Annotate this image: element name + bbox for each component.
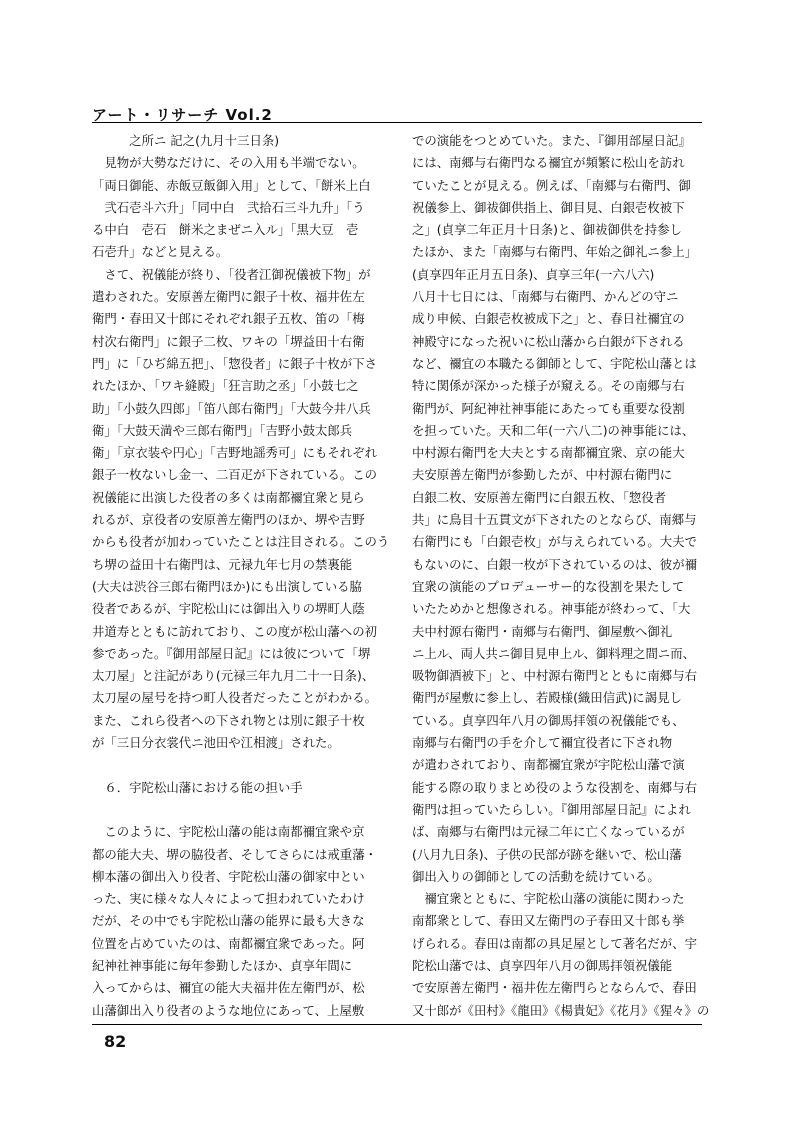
text-line: 衛門は担っていたらしい。『御用部屋日記』によれ xyxy=(412,801,691,817)
text-line: 夫安原善左衛門が参勤したが、中村源右衛門に xyxy=(412,467,673,483)
text-line: 見物が大勢なだけに、その入用も半端でない。 xyxy=(92,155,365,171)
text-line: 門」に「ひぢ綿五把」、「惣役者」に銀子十枚が下さ xyxy=(92,355,377,371)
text-line: れるが、京役者の安原善左衛門のほか、堺や吉野 xyxy=(92,512,365,528)
text-line: 南都衆として、春田又左衛門の子春田又十郎も挙 xyxy=(412,913,685,929)
text-line: には、南郷与右衛門なる禰宜が頻繁に松山を訪れ xyxy=(412,155,685,171)
text-line: 弐石壱斗六升」「同中白 弐拾石三斗九升」「う xyxy=(92,199,365,215)
text-line: (貞享四年正月五日条)、貞享三年(一六八六) xyxy=(412,266,655,282)
text-line: ていたことが見える。例えば、「南郷与右衛門、御 xyxy=(412,177,691,193)
text-line: 役者であるが、宇陀松山には御出入りの堺町人蔭 xyxy=(92,601,365,617)
text-line: 「両日御能、赤飯豆飯御入用」として、「餅米上白 xyxy=(92,177,371,193)
right-column xyxy=(412,130,710,1022)
text-line: 紀神社神事能に毎年参勤したほか、貞享年間に xyxy=(92,957,353,973)
text-line: 夫中村源右衛門・南郷与右衛門、御屋敷へ御礼 xyxy=(412,623,673,639)
text-line xyxy=(92,799,384,821)
text-line: ている。貞享四年八月の御馬拝領の祝儀能でも、 xyxy=(412,712,685,728)
text-line: 井道寿とともに訪れており、この度が松山藩への初 xyxy=(92,623,377,639)
text-line: 衛門が、阿紀神社神事能にあたっても重要な役割 xyxy=(412,400,685,416)
text-line xyxy=(92,754,384,776)
text-line: 禰宜衆とともに、宇陀松山藩の演能に関わった xyxy=(412,891,685,907)
text-line: 衛」「京衣装や円心」「吉野地謡秀可」にもそれぞれ xyxy=(92,445,377,461)
text-line: 遣わされた。安原善左衛門に銀子十枚、福井佐左 xyxy=(92,289,365,305)
text-line: 衛門が屋敷に参上し、若殿様(織田信武)に謁見し xyxy=(412,690,682,706)
text-line: たほか、また「南郷与右衛門、年始之御礼ニ参上」 xyxy=(412,244,697,260)
text-line: (大夫は渋谷三郎右衛門ほか)にも出演している脇 xyxy=(92,578,362,594)
text-line: げられる。春田は南都の具足屋として著名だが、宇 xyxy=(412,935,697,951)
text-line: で安原善左衛門・福井佐左衛門らとならんで、春田 xyxy=(412,980,697,996)
text-line: このように、宇陀松山藩の能は南都禰宜衆や京 xyxy=(92,824,365,840)
text-line: 入ってからは、禰宜の能大夫福井佐左衛門が、松 xyxy=(92,980,365,996)
text-line: 神殿守になった祝いに松山藩から白銀が下される xyxy=(412,333,685,349)
text-line: 都の能大夫、堺の脇役者、そしてさらには戒重藩・ xyxy=(92,846,377,862)
text-line: さて、祝儀能が終り、「役者江御祝儀被下物」が xyxy=(92,266,371,282)
text-line: 能する際の取りまとめ役のような役割を、南郷与右 xyxy=(412,779,697,795)
text-line: 八月十七日には、「南郷与右衛門、かんどの守ニ xyxy=(412,289,679,305)
text-line: からも役者が加わっていたことは注目される。このう xyxy=(92,534,390,550)
header-rule xyxy=(92,122,702,123)
text-line: 吸物御酒被下」と、中村源右衛門とともに南郷与右 xyxy=(412,668,697,684)
text-line: 陀松山藩では、貞享四年八月の御馬拝領祝儀能 xyxy=(412,957,673,973)
text-line: 中村源右衛門を大夫とする南都禰宜衆、京の能大 xyxy=(412,445,685,461)
text-line: 衛」「大鼓天満や三郎右衛門」「吉野小鼓太郎兵 xyxy=(92,422,353,438)
text-line: また、これら役者への下され物とは別に銀子十枚 xyxy=(92,712,365,728)
text-line: を担っていた。天和二年(一六八二)の神事能には、 xyxy=(412,422,695,438)
text-line: った、実に様々な人々によって担われていたわけ xyxy=(92,891,365,907)
text-line: 柳本藩の御出入り役者、宇陀松山藩の御家中とい xyxy=(92,868,365,884)
footer-rule xyxy=(92,1024,702,1025)
text-line: 御出入りの御師としての活動を続けている。 xyxy=(412,868,660,884)
text-line: 之」(貞享二年正月十日条)と、御祓御供を持参し xyxy=(412,222,682,238)
text-line: 祝儀能に出演した役者の多くは南都禰宜衆と見ら xyxy=(92,489,365,505)
text-line: 山藩御出入り役者のような地位にあって、上屋敷 xyxy=(92,1002,365,1018)
text-line: 白銀二枚、安原善左衛門に白銀五枚、「惣役者 xyxy=(412,489,667,505)
page-number: 82 xyxy=(104,1032,127,1051)
text-line: だが、その中でも宇陀松山藩の能界に最も大きな xyxy=(92,913,365,929)
text-line: (八月九日条)、子供の民部が跡を継いで、松山藩 xyxy=(412,846,682,862)
text-line: 成り申候、白銀壱枚被成下之」と、春日社禰宜の xyxy=(412,311,685,327)
text-line: ば、南郷与右衛門は元禄二年に亡くなっているが xyxy=(412,824,685,840)
text-line: 銀子一枚ないし金一、二百疋が下されている。この xyxy=(92,467,377,483)
text-line: 位置を占めていたのは、南都禰宜衆であった。阿 xyxy=(92,935,365,951)
text-line: での演能をつとめていた。また、『御用部屋日記』 xyxy=(412,133,691,148)
text-line: ６．宇陀松山藩における能の担い手 xyxy=(92,779,303,795)
text-line: 太刀屋の屋号を持つ町人役者だったことがわかる。 xyxy=(92,690,377,706)
text-line: 又十郎が《田村》《龍田》《楊貴妃》《花月》《猩々》の xyxy=(412,1002,710,1018)
text-line: いたためかと想像される。神事能が終わって、「大 xyxy=(412,601,691,617)
text-line: ち堺の益田十右衛門は、元禄九年七月の禁裏能 xyxy=(92,556,353,572)
text-line: 太刀屋」と注記があり(元禄三年九月二十一日条)、 xyxy=(92,668,375,684)
text-line: 参であった。『御用部屋日記』には彼について「堺 xyxy=(92,645,371,661)
text-line: 之所ニ 記之(九月十三日条) xyxy=(92,133,280,148)
text-line: 村次右衛門」に銀子二枚、ワキの「堺益田十右衛 xyxy=(92,333,365,349)
text-line: 助」「小鼓久四郎」「笛八郎右衛門」「大鼓今井八兵 xyxy=(92,400,371,416)
left-column xyxy=(92,130,390,1022)
text-line: れたほか、「ワキ縫殿」「狂言助之丞」「小鼓七之 xyxy=(92,378,359,394)
text-line: 石壱升」などと見える。 xyxy=(92,244,229,260)
text-line: もないのに、白銀一枚が下されているのは、彼が禰 xyxy=(412,556,697,572)
text-line: など、禰宜の本職たる御師として、宇陀松山藩とは xyxy=(412,355,697,371)
text-line: 共」に鳥目十五貫文が下されたのとならび、南郷与 xyxy=(412,512,697,528)
text-line: 特に関係が深かった様子が窺える。その南郷与右 xyxy=(412,378,685,394)
text-line: 宜衆の演能のプロデューサー的な役割を果たして xyxy=(412,578,685,594)
text-line: る中白 壱石 餅米之まぜニ入ル」「黒大豆 壱 xyxy=(92,222,359,238)
text-line: ニ上ル、両人共ニ御目見申上ル、御料理之間ニ而、 xyxy=(412,645,696,661)
text-line: が「三日分衣裳代ニ池田や江相渡」された。 xyxy=(92,735,340,751)
journal-header: アート・リサーチ Vol.2 xyxy=(92,106,273,124)
text-line: 祝儀参上、御祓御供指上、御目見、白銀壱枚被下 xyxy=(412,199,685,215)
text-line: が遣わされており、南都禰宜衆が宇陀松山藩で演 xyxy=(412,757,685,773)
text-line: 右衛門にも「白銀壱枚」が与えられている。大夫で xyxy=(412,534,697,550)
text-line: 衛門・春田又十郎にそれぞれ銀子五枚、笛の「梅 xyxy=(92,311,365,327)
text-line: 南郷与右衛門の手を介して禰宜役者に下され物 xyxy=(412,735,673,751)
